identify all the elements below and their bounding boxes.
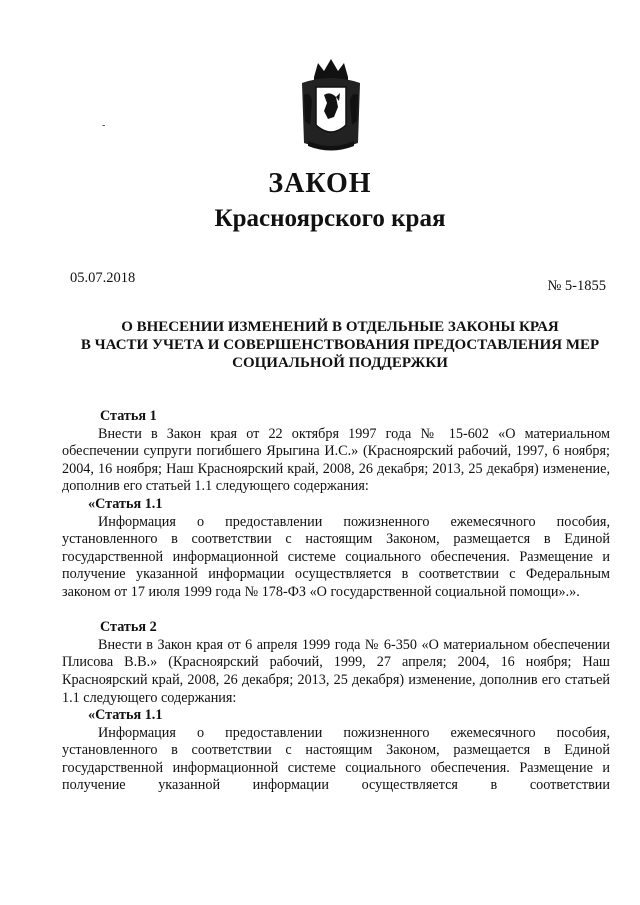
heading-line-1: О ВНЕСЕНИИ ИЗМЕНЕНИЙ В ОТДЕЛЬНЫЕ ЗАКОНЫ КРАЯ — [121, 319, 559, 335]
document-number: № 5-1855 — [547, 278, 606, 294]
law-subtitle: Красноярского края — [214, 205, 446, 232]
coat-of-arms-icon — [296, 55, 366, 155]
article-2-quote-text: Информация о предоставлении пожизненного ежемесячного пособия, установленного в соответствии с настоящим Законом, размещается в Единой государственной информационной системе социального обеспечения. Размещение и получение указанной информации осуществляется в соответствии — [62, 724, 610, 794]
law-title: ЗАКОН — [268, 168, 372, 199]
article-2-quote-title: «Статья 1.1 — [88, 707, 163, 724]
document-heading — [60, 318, 620, 372]
article-1-intro: Внести в Закон края от 22 октября 1997 года № 15-602 «О материальном обеспечении супруги погибшего Ярыгина И.С.» (Красноярский рабочий, 1997, 6 ноября; 2004, 16 ноября; Наш Красноярский край, 2008, 26 декабря; 2013, 25 декабря) изменение, дополнив его статьей 1.1 следующего содержания: — [62, 425, 610, 495]
article-2-title: Статья 2 — [100, 619, 157, 636]
document-date: 05.07.2018 — [70, 270, 136, 286]
heading-line-2: В ЧАСТИ УЧЕТА И СОВЕРШЕНСТВОВАНИЯ ПРЕДОСТАВЛЕНИЯ МЕР — [80, 337, 600, 353]
article-2-intro: Внести в Закон края от 6 апреля 1999 года № 6-350 «О материальном обеспечении Плисова В.В.» (Красноярский рабочий, 1999, 27 апреля; 2004, 16 ноября; Наш Красноярский край, 2008, 26 декабря; 2013, 25 декабря) изменение, дополнив его статьей 1.1 следующего содержания: — [62, 636, 610, 706]
spacer — [62, 602, 610, 620]
article-1-quote-text: Информация о предоставлении пожизненного ежемесячного пособия, установленного в соответствии с настоящим Законом, размещается в Единой государственной информационной системе социального обеспечения. Размещение и получение указанной информации осуществляется в соответствии с Федеральным законом от 17 июля 1999 года № 178-ФЗ «О государственной социальной помощи».». — [62, 513, 610, 600]
document-body — [62, 408, 610, 795]
article-1-title: Статья 1 — [100, 408, 157, 424]
heading-line-3: СОЦИАЛЬНОЙ ПОДДЕРЖКИ — [232, 355, 448, 371]
stray-mark: - — [102, 120, 106, 131]
article-1-quote-title: «Статья 1.1 — [88, 495, 163, 512]
